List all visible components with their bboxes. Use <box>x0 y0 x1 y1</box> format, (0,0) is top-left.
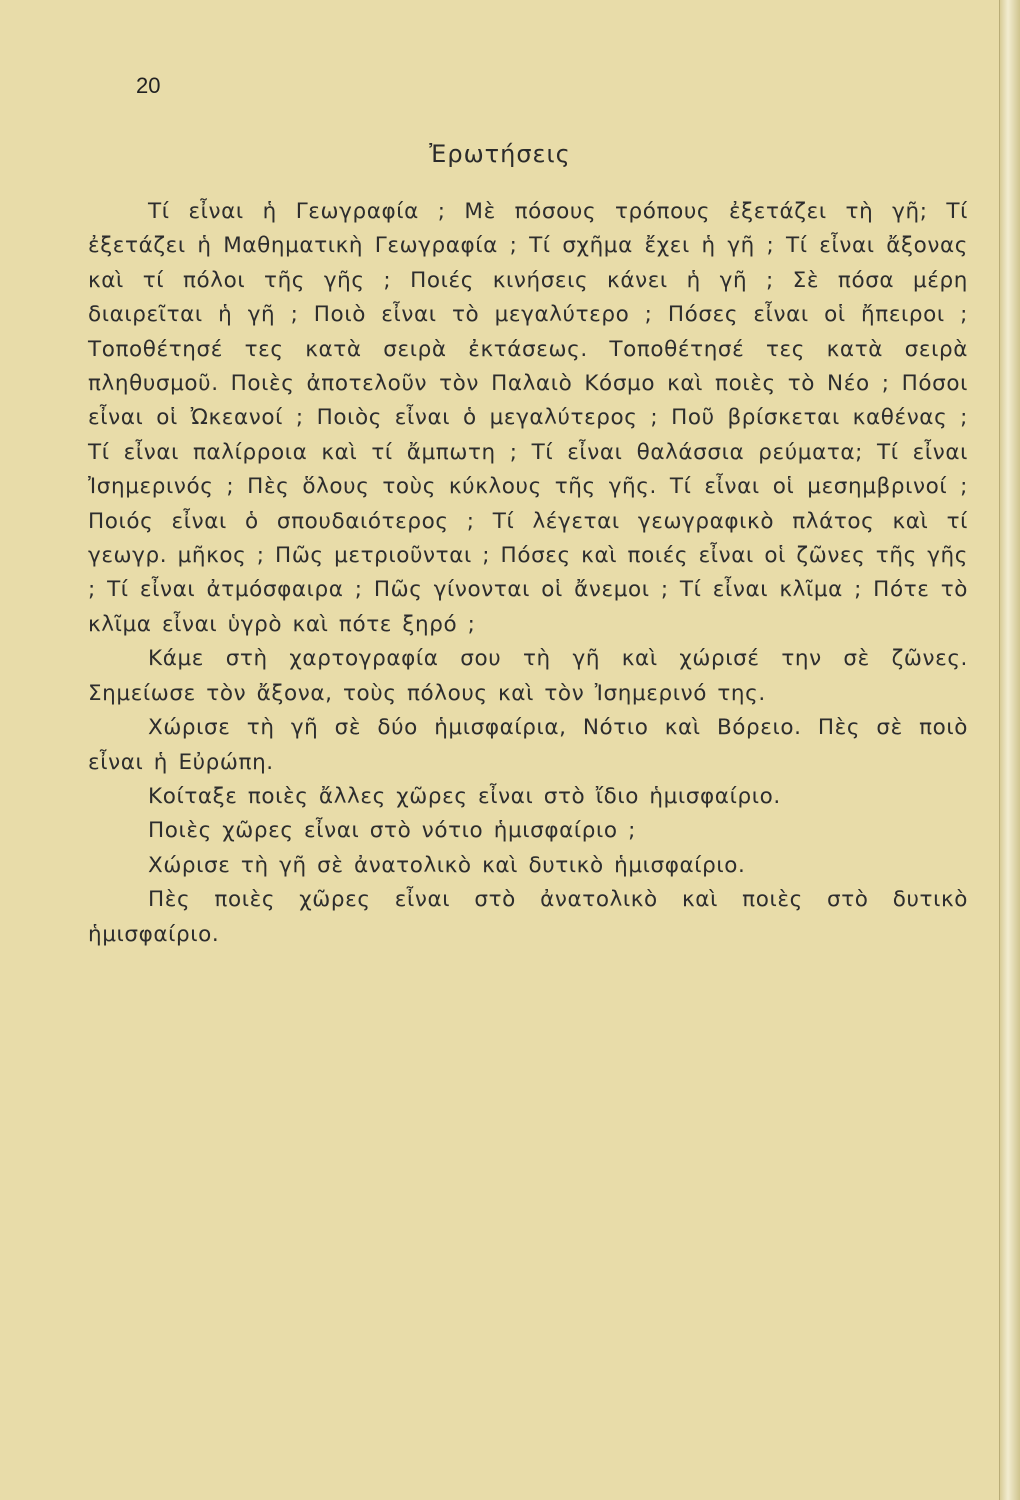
paragraph-east-west-countries: Πὲς ποιὲς χῶρες εἶναι στὸ ἀνατολικὸ καὶ ποιὲς στὸ δυτικὸ ἡμισφαίριο. <box>88 887 968 947</box>
page-number: 20 <box>136 73 161 98</box>
paragraph-hemispheres: Χώρισε τὴ γῆ σὲ δύο ἡμισφαίρια, Νότιο καὶ Βόρειο. Πὲς σὲ ποιὸ εἶναι ἡ Εὐρώπη. <box>88 715 968 775</box>
paragraph-east-west: Χώρισε τὴ γῆ σὲ ἀνατολικὸ καὶ δυτικὸ ἡμισφαίριο. <box>148 852 746 878</box>
page-edge <box>999 0 1020 1500</box>
page-title: Ἐρωτήσεις <box>429 140 571 168</box>
paragraph-southern-hemisphere: Ποιὲς χῶρες εἶναι στὸ νότιο ἡμισφαίριο ; <box>148 818 636 844</box>
paragraph-map-zones: Κάμε στὴ χαρτογραφία σου τὴ γῆ καὶ χώρισέ την σὲ ζῶνες. Σημείωσε τὸν ἄξονα, τοὺς πόλους καὶ τὸν Ἰσημερινό της. <box>88 646 968 706</box>
paragraph-same-hemisphere: Κοίταξε ποιὲς ἄλλες χῶρες εἶναι στὸ ἴδιο ἡμισφαίριο. <box>148 783 781 809</box>
questions-body <box>88 195 968 952</box>
paragraph-questions: Τί εἶναι ἡ Γεωγραφία ; Μὲ πόσους τρόπους ἐξετάζει τὴ γῆ; Τί ἐξετάζει ἡ Μαθηματικὴ Γεωγραφία ; Τί σχῆμα ἔχει ἡ γῆ ; Τί εἶναι ἄξονας καὶ τί πόλοι τῆς γῆς ; Ποιές κινήσεις κάνει ἡ γῆ ; Σὲ πόσα μέρη διαιρεῖται ἡ γῆ ; Ποιὸ εἶναι τὸ μεγαλύτερο ; Πόσες εἶναι οἱ ἤπειροι ; Τοποθέτησέ τες κατὰ σειρὰ ἐκτάσεως. Τοποθέτησέ τες κατὰ σειρὰ πληθυσμοῦ. Ποιὲς ἀποτελοῦν τὸν Παλαιὸ Κόσμο καὶ ποιὲς τὸ Νέο ; Πόσοι εἶναι οἱ Ὠκεανοί ; Ποιὸς εἶναι ὁ μεγαλύτερος ; Ποῦ βρίσκεται καθένας ; Τί εἶναι παλίρροια καὶ τί ἄμπωτη ; Τί εἶναι θαλάσσια ρεύματα; Τί εἶναι Ἰσημερινός ; Πὲς ὅλους τοὺς κύκλους τῆς γῆς. Τί εἶναι οἱ μεσημβρινοί ; Ποιός εἶναι ὁ σπουδαιότερος ; Τί λέγεται γεωγραφικὸ πλάτος καὶ τί γεωγρ. μῆκος ; Πῶς μετριοῦνται ; Πόσες καὶ ποιές εἶναι οἱ ζῶνες τῆς γῆς ; Τί εἶναι ἀτμόσφαιρα ; Πῶς γίνονται οἱ ἄνεμοι ; Τί εἶναι κλῖμα ; Πότε τὸ κλῖμα εἶναι ὑγρὸ καὶ πότε ξηρό ; <box>88 199 968 637</box>
